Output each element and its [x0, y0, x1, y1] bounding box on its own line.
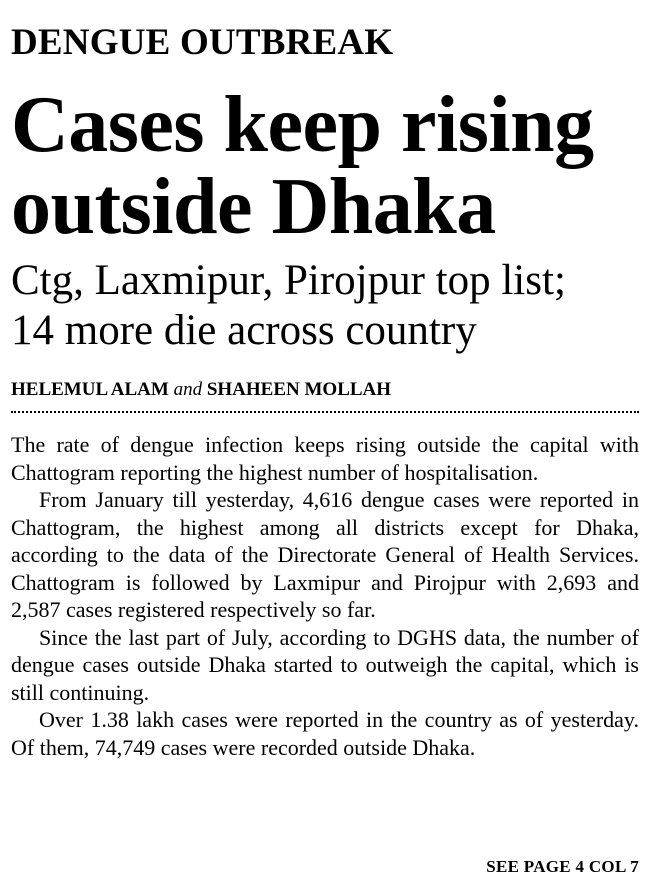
subheadline-line-2: 14 more die across country: [11, 307, 477, 354]
headline-line-1: Cases keep rising: [11, 81, 594, 169]
byline-author-2: SHAHEEN MOLLAH: [206, 379, 392, 400]
subheadline: [11, 256, 639, 356]
continuation-jump: SEE PAGE 4 COL 7: [486, 857, 639, 876]
headline: [11, 81, 639, 251]
byline: [11, 378, 391, 402]
body-paragraph: Over 1.38 lakh cases were reported in the country as of yesterday. Of them, 74,749 cases were recorded outside Dhaka.: [11, 707, 639, 760]
body-paragraph: Since the last part of July, according to DGHS data, the number of dengue cases outside Dhaka started to outweigh the capital, which is still continuing.: [11, 624, 639, 705]
dotted-divider: [11, 411, 639, 413]
headline-line-2: outside Dhaka: [11, 163, 496, 251]
subheadline-line-1: Ctg, Laxmipur, Pirojpur top list;: [11, 257, 566, 304]
byline-author-1: HELEMUL ALAM: [11, 379, 169, 400]
kicker: DENGUE OUTBREAK: [11, 22, 394, 63]
body-paragraph: From January till yesterday, 4,616 dengue cases were reported in Chattogram, the highest among all districts except for Dhaka, according to the data of the Directorate General of Health Services. Chattogram is followed by Laxmipur and Pirojpur with 2,693 and 2,587 cases registered respectively so far.: [11, 487, 639, 622]
article-body: [11, 431, 639, 761]
body-paragraph: The rate of dengue infection keeps rising outside the capital with Chattogram reporting the highest number of hospitalisation.: [11, 432, 639, 485]
byline-conjunction: and: [173, 379, 207, 400]
